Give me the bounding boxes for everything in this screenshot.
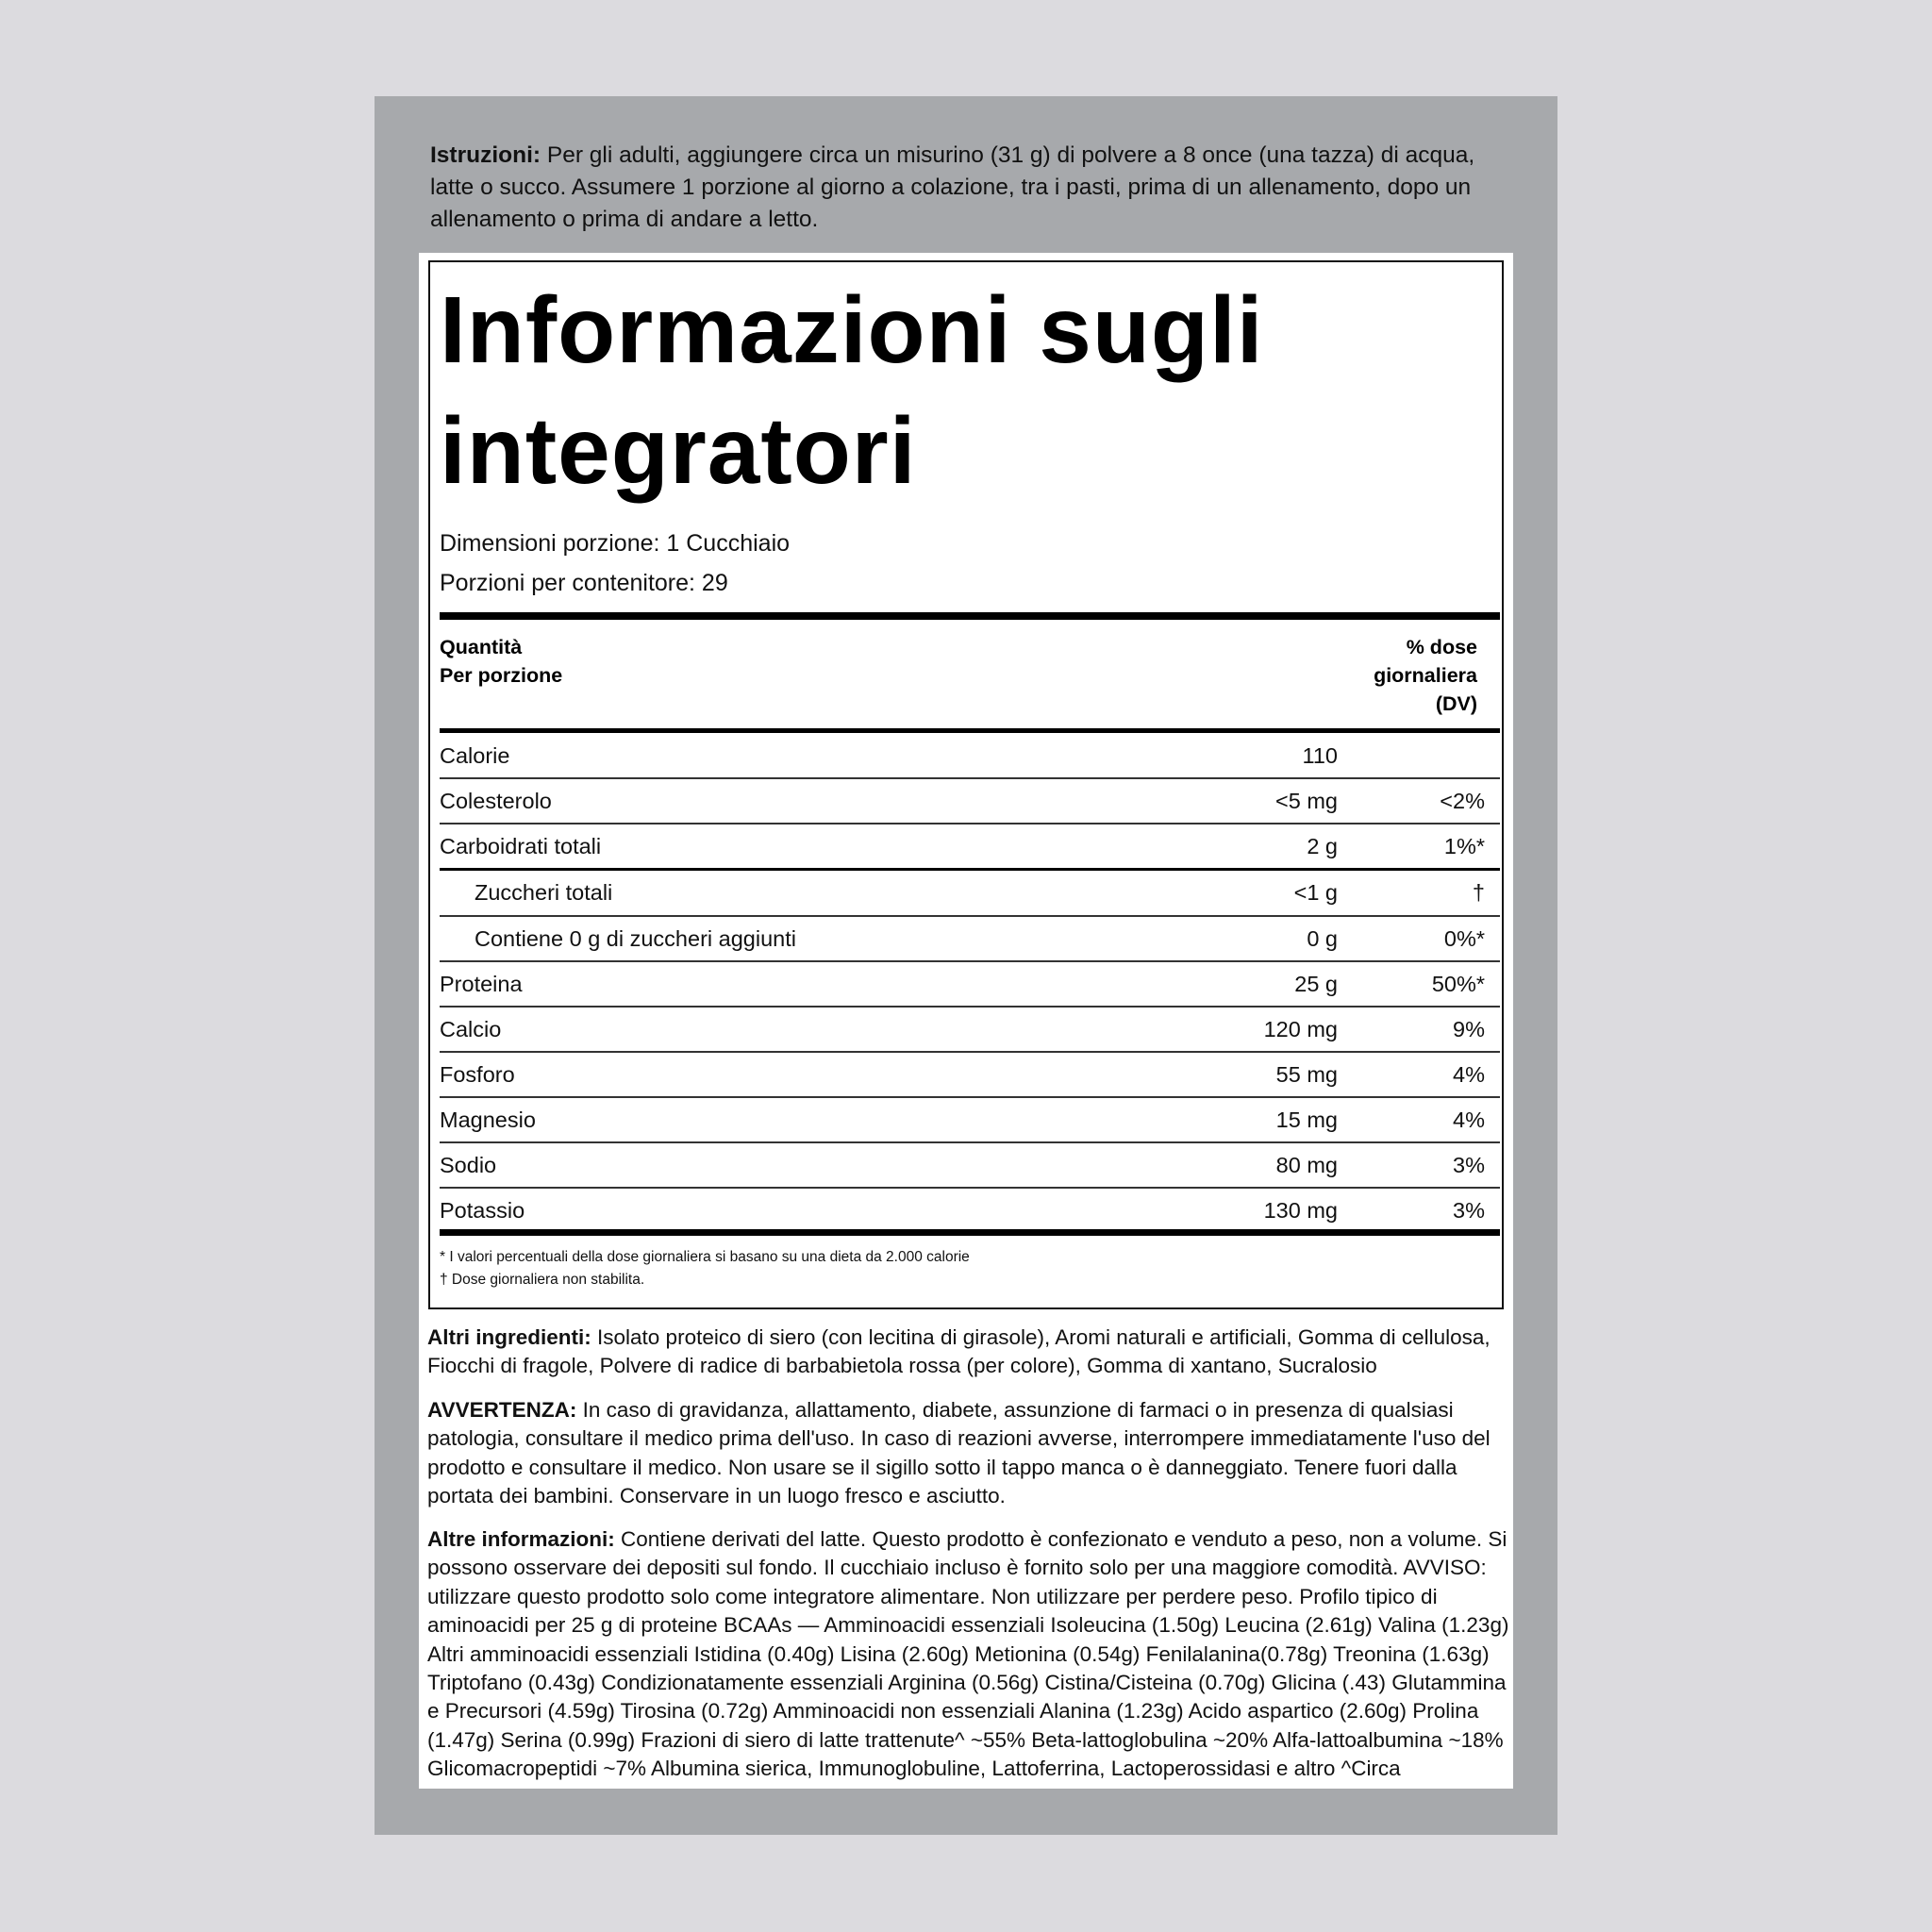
table-row bbox=[440, 962, 1500, 1006]
table-row bbox=[440, 779, 1500, 823]
instructions-paragraph bbox=[430, 140, 1515, 236]
row-amount: 130 mg bbox=[1263, 1198, 1338, 1223]
other-info-paragraph bbox=[427, 1525, 1510, 1784]
supplement-facts-box bbox=[428, 260, 1504, 1309]
row-dv: <2% bbox=[1440, 789, 1485, 813]
warning-paragraph bbox=[427, 1396, 1510, 1511]
table-row bbox=[440, 1008, 1500, 1051]
header-amount-line1: Quantità bbox=[440, 636, 523, 658]
header-dv-line3: (DV) bbox=[1435, 692, 1477, 715]
table-row bbox=[440, 1189, 1500, 1232]
row-dv: 4% bbox=[1453, 1062, 1485, 1087]
other-ingredients-label: Altri ingredienti: bbox=[427, 1325, 591, 1349]
table-row bbox=[440, 871, 1500, 914]
row-dv: 50%* bbox=[1431, 972, 1485, 996]
row-amount: 110 bbox=[1302, 743, 1338, 768]
row-name: Potassio bbox=[440, 1198, 525, 1223]
row-name: Fosforo bbox=[440, 1062, 515, 1087]
row-name: Carboidrati totali bbox=[440, 834, 602, 858]
header-dv-line1: % dose bbox=[1406, 636, 1477, 658]
other-ingredients-paragraph bbox=[427, 1324, 1510, 1381]
footnote-daily-value: * I valori percentuali della dose giornaliera si basano su una dieta da 2.000 calorie bbox=[440, 1249, 970, 1265]
row-dv: † bbox=[1472, 880, 1485, 905]
row-name: Contiene 0 g di zuccheri aggiunti bbox=[475, 926, 796, 951]
row-amount: 120 mg bbox=[1263, 1017, 1338, 1041]
thick-rule-top bbox=[440, 612, 1500, 620]
table-row bbox=[440, 1053, 1500, 1096]
row-amount: 15 mg bbox=[1275, 1108, 1338, 1132]
instructions-label: Istruzioni: bbox=[430, 142, 541, 168]
row-name: Colesterolo bbox=[440, 789, 552, 813]
other-ingredients-text: Isolato proteico di siero (con lecitina di girasole), Aromi naturali e artificiali, Gomma di cellulosa, Fiocchi di fragole, Polvere di radice di barbabietola rossa (per colore), Gomma di xantano, Sucralosio bbox=[427, 1325, 1491, 1378]
table-row bbox=[440, 1098, 1500, 1141]
row-name: Sodio bbox=[440, 1153, 497, 1177]
row-dv: 3% bbox=[1453, 1153, 1485, 1177]
row-name: Proteina bbox=[440, 972, 523, 996]
row-dv: 1%* bbox=[1443, 834, 1485, 858]
row-amount: 2 g bbox=[1307, 834, 1338, 858]
table-row bbox=[440, 734, 1500, 777]
row-dv: 4% bbox=[1453, 1108, 1485, 1132]
row-amount: <5 mg bbox=[1275, 789, 1338, 813]
thick-rule-header bbox=[440, 728, 1500, 733]
row-amount: 55 mg bbox=[1275, 1062, 1338, 1087]
thick-rule-bottom bbox=[440, 1229, 1500, 1236]
row-dv: 9% bbox=[1453, 1017, 1485, 1041]
other-info-label: Altre informazioni: bbox=[427, 1527, 615, 1551]
row-dv: 0%* bbox=[1443, 926, 1485, 951]
table-row bbox=[440, 824, 1500, 868]
row-name: Calorie bbox=[440, 743, 510, 768]
instructions-text: Per gli adulti, aggiungere circa un misurino (31 g) di polvere a 8 once (una tazza) di acqua, latte o succo. Assumere 1 porzione al giorno a colazione, tra i pasti, prima di un allenamento, dopo un allenamento o prima di andare a letto. bbox=[430, 142, 1475, 232]
row-name: Calcio bbox=[440, 1017, 502, 1041]
header-daily-value bbox=[1374, 633, 1477, 718]
warning-label: AVVERTENZA: bbox=[427, 1398, 577, 1422]
facts-title bbox=[440, 270, 1289, 511]
table-row bbox=[440, 1143, 1500, 1187]
row-amount: 25 g bbox=[1294, 972, 1338, 996]
table-row bbox=[440, 917, 1500, 960]
header-amount-line2: Per porzione bbox=[440, 664, 563, 687]
row-name: Zuccheri totali bbox=[475, 880, 613, 905]
footnote-not-established: † Dose giornaliera non stabilita. bbox=[440, 1272, 645, 1288]
facts-title-text: Informazioni sugli integratori bbox=[440, 277, 1264, 504]
row-dv: 3% bbox=[1453, 1198, 1485, 1223]
row-name: Magnesio bbox=[440, 1108, 536, 1132]
serving-size: Dimensioni porzione: 1 Cucchiaio bbox=[440, 530, 791, 557]
header-dv-line2: giornaliera bbox=[1374, 664, 1477, 687]
row-amount: 80 mg bbox=[1275, 1153, 1338, 1177]
header-amount bbox=[440, 633, 562, 690]
servings-per-container: Porzioni per contenitore: 29 bbox=[440, 570, 728, 596]
row-amount: <1 g bbox=[1293, 880, 1338, 905]
row-amount: 0 g bbox=[1307, 926, 1338, 951]
warning-text: In caso di gravidanza, allattamento, diabete, assunzione di farmaci o in presenza di qualsiasi patologia, consultare il medico prima dell'uso. In caso di reazioni avverse, interrompere immediatamente l'uso del prodotto e consultare il medico. Non usare se il sigillo sotto il tappo manca o è danneggiato. Tenere fuori dalla portata dei bambini. Conservare in un luogo fresco e asciutto. bbox=[427, 1398, 1491, 1508]
other-info-text: Contiene derivati del latte. Questo prodotto è confezionato e venduto a peso, non a volume. Si possono osservare dei depositi sul fondo. Il cucchiaio incluso è fornito solo per una maggiore comodità. AVVISO: utilizzare questo prodotto solo come integratore alimentare. Non utilizzare per perdere peso. Profilo tipico di aminoacidi per 25 g di proteine BCAAs — Amminoacidi essenziali Isoleucina (1.50g) Leucina (2.61g) Valina (1.23g) Altri amminoacidi essenziali Istidina (0.40g) Lisina (2.60g) Metionina (0.54g) Fenilalanina(0.78g) Treonina (1.63g) Triptofano (0.43g) Condizionatamente essenziali Arginina (0.56g) Cistina/Cisteina (0.70g) Glicina (.43) Glutammina e Precursori (4.59g) Tirosina (0.72g) Amminoacidi non essenziali Alanina (1.23g) Acido aspartico (2.60g) Prolina (1.47g) Serina (0.99g) Frazioni di siero di latte trattenute^ ~55% Beta-lattoglobulina ~20% Alfa-lattoalbumina ~18% Glicomacropeptidi ~7% Albumina sierica, Immunoglobuline, Lattoferrina, Lactoperossidasi e altro ^Circa bbox=[427, 1527, 1509, 1781]
